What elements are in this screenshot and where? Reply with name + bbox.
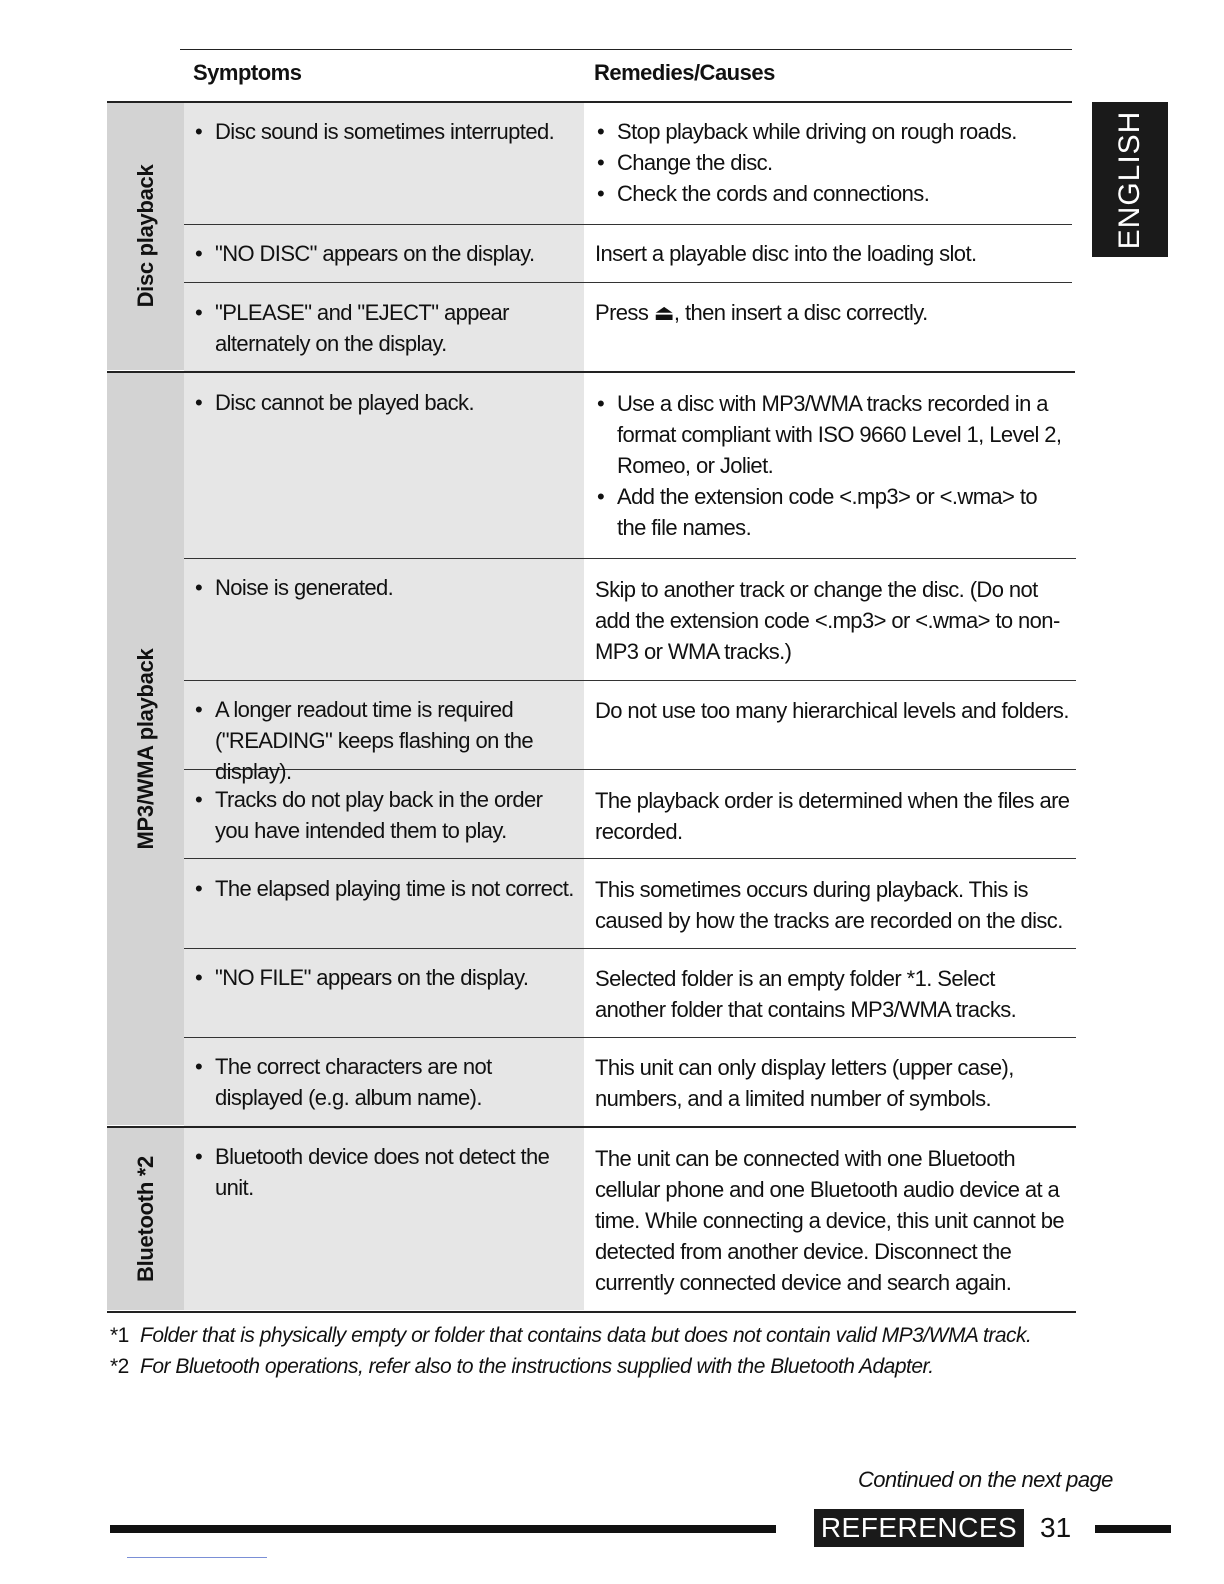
symptom-cell bbox=[193, 116, 578, 147]
remedy-bullet: • Use a disc with MP3/WMA tracks recorded in a format compliant with ISO 9660 Level 1, Level 2, Romeo, or Joliet. bbox=[595, 388, 1070, 481]
remedy-text: The unit can be connected with one Bluetooth cellular phone and one Bluetooth audio device at a time. While connecting a device, this unit cannot be detected from another device. Disconnect the currently connected device and search again. bbox=[595, 1146, 1064, 1295]
row-divider bbox=[184, 948, 1076, 949]
remedy-bullet: • Change the disc. bbox=[595, 147, 1070, 178]
remedy-cell bbox=[595, 238, 1070, 269]
footnote-text: For Bluetooth operations, refer also to the instructions supplied with the Bluetooth Adapter. bbox=[140, 1355, 934, 1378]
symptom-text: • Noise is generated. bbox=[193, 572, 578, 603]
remedy-text: The playback order is determined when the files are recorded. bbox=[595, 788, 1070, 844]
symptom-text: • "NO DISC" appears on the display. bbox=[193, 238, 578, 269]
row-divider bbox=[184, 558, 1076, 559]
remedy-text: This sometimes occurs during playback. This is caused by how the tracks are recorded on the disc. bbox=[595, 877, 1063, 933]
row-divider bbox=[184, 680, 1076, 681]
header-rule bbox=[107, 101, 1072, 103]
remedy-text: Selected folder is an empty folder *1. Select another folder that contains MP3/WMA tracks. bbox=[595, 966, 1017, 1022]
footnote-1 bbox=[110, 1324, 1031, 1348]
page-number: 31 bbox=[1040, 1512, 1072, 1543]
symptom-cell bbox=[193, 1141, 578, 1203]
category-disc-playback bbox=[107, 102, 184, 370]
symptom-cell bbox=[193, 784, 578, 846]
remedy-text: Insert a playable disc into the loading slot. bbox=[595, 241, 977, 266]
symptom-text: • Disc sound is sometimes interrupted. bbox=[193, 116, 578, 147]
remedy-cell bbox=[595, 874, 1070, 936]
remedy-cell bbox=[595, 116, 1070, 209]
symptom-text: • The correct characters are not displayed (e.g. album name). bbox=[193, 1051, 578, 1113]
category-label: MP3/WMA playback bbox=[132, 648, 158, 849]
remedy-cell bbox=[595, 1052, 1070, 1114]
symptom-text: • A longer readout time is required ("READING" keeps flashing on the display). bbox=[193, 694, 578, 787]
remedy-text: Do not use too many hierarchical levels and folders. bbox=[595, 698, 1069, 723]
remedy-bullet: • Check the cords and connections. bbox=[595, 178, 1070, 209]
symptom-cell bbox=[193, 238, 578, 269]
row-divider bbox=[184, 282, 1072, 283]
row-divider bbox=[184, 224, 1072, 225]
remedy-cell bbox=[595, 1143, 1070, 1298]
table-bottom-rule bbox=[107, 1311, 1076, 1313]
group-divider bbox=[107, 371, 1075, 373]
blue-rule bbox=[127, 1557, 267, 1558]
symptom-cell bbox=[193, 1051, 578, 1113]
symptoms-header: Symptoms bbox=[193, 60, 302, 85]
remedy-cell bbox=[595, 695, 1070, 726]
footer-bar-right bbox=[1095, 1525, 1171, 1533]
top-rule bbox=[180, 49, 1072, 50]
symptom-cell bbox=[193, 694, 578, 787]
footnote-text: Folder that is physically empty or folder that contains data but does not contain valid MP3/WMA track. bbox=[140, 1324, 1032, 1347]
footnote-mark: *2 bbox=[110, 1355, 129, 1378]
symptom-cell bbox=[193, 873, 578, 904]
language-tab-label: ENGLISH bbox=[1113, 110, 1146, 249]
continued-note: Continued on the next page bbox=[858, 1467, 1113, 1492]
remedy-text: This unit can only display letters (upper case), numbers, and a limited number of symbols. bbox=[595, 1055, 1014, 1111]
remedy-cell bbox=[595, 963, 1070, 1025]
group-divider bbox=[107, 1126, 1076, 1128]
category-label: Bluetooth *2 bbox=[132, 1155, 158, 1282]
remedy-bullet: • Stop playback while driving on rough roads. bbox=[595, 116, 1070, 147]
footnote-2 bbox=[110, 1355, 934, 1379]
symptom-text: • Tracks do not play back in the order you have intended them to play. bbox=[193, 784, 578, 846]
remedies-header: Remedies/Causes bbox=[594, 60, 775, 85]
remedy-text: Skip to another track or change the disc. (Do not add the extension code <.mp3> or <.wma> to non-MP3 or WMA tracks.) bbox=[595, 577, 1060, 664]
category-label: Disc playback bbox=[132, 164, 158, 308]
symptom-text: • The elapsed playing time is not correct. bbox=[193, 873, 578, 904]
row-divider bbox=[184, 1037, 1076, 1038]
symptom-cell bbox=[193, 297, 578, 359]
category-bluetooth bbox=[107, 1127, 184, 1310]
language-tab bbox=[1092, 102, 1168, 257]
category-mp3-wma-playback bbox=[107, 372, 184, 1125]
remedy-bullet: • Add the extension code <.mp3> or <.wma> to the file names. bbox=[595, 481, 1070, 543]
symptom-text: • "PLEASE" and "EJECT" appear alternately on the display. bbox=[193, 297, 578, 359]
symptom-cell bbox=[193, 387, 578, 418]
row-divider bbox=[184, 858, 1076, 859]
symptom-text: • "NO FILE" appears on the display. bbox=[193, 962, 578, 993]
remedy-cell bbox=[595, 785, 1070, 847]
remedy-cell bbox=[595, 297, 1070, 328]
remedy-cell bbox=[595, 574, 1070, 667]
symptom-text: • Bluetooth device does not detect the unit. bbox=[193, 1141, 578, 1203]
symptom-text: • Disc cannot be played back. bbox=[193, 387, 578, 418]
symptom-cell bbox=[193, 962, 578, 993]
symptom-cell bbox=[193, 572, 578, 603]
section-label: REFERENCES bbox=[814, 1509, 1024, 1547]
footnote-mark: *1 bbox=[110, 1324, 129, 1347]
footer-bar-left bbox=[110, 1525, 776, 1533]
remedy-text: Press ⏏, then insert a disc correctly. bbox=[595, 300, 928, 325]
remedy-cell bbox=[595, 388, 1070, 543]
